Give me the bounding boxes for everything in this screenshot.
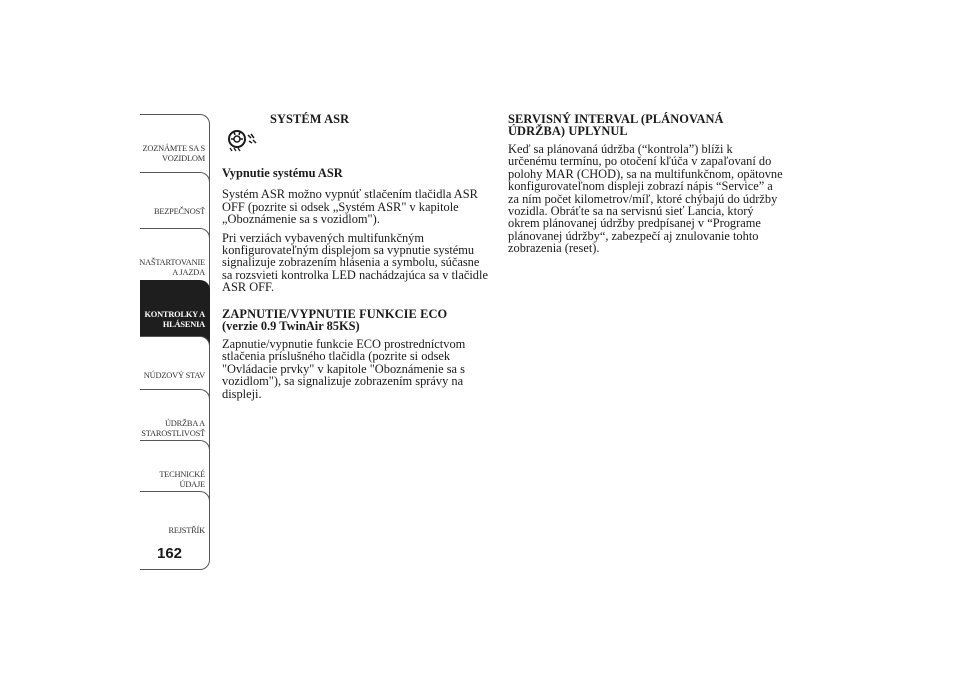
tab-label: KONTROLKY A HLÁSENIA bbox=[144, 309, 205, 329]
tab-label: ÚDRŽBA A STAROSTLIVOSŤ bbox=[141, 418, 205, 438]
asr-paragraph-2: Pri verziách vybavených multifunkčným konfigurovateľným displejom sa vypnutie systému signalizuje zobrazením hlásenia a symbolu, súčasne sa rozsvieti kontrolka LED nachádzajúca sa v tlačidle ASR OFF. bbox=[222, 230, 488, 295]
tab-label: NÚDZOVÝ STAV bbox=[143, 370, 205, 380]
tab-label: ZOZNÁMTE SA S VOZIDLOM bbox=[142, 143, 205, 163]
asr-paragraph-1: Systém ASR možno vypnúť stlačením tlačidla ASR OFF (pozrite si odsek „Systém ASR" v kapitole „Oboznámenie sa s vozidlom"). bbox=[222, 187, 478, 227]
left-column bbox=[222, 113, 492, 400]
tab-label: REJSTŘÍK bbox=[168, 525, 205, 535]
tab-label: BEZPEČNOSŤ bbox=[153, 206, 205, 216]
tab-label: TECHNICKÉ ÚDAJE bbox=[159, 469, 205, 489]
asr-skid-warning-icon bbox=[224, 127, 260, 153]
page-number: 162 bbox=[157, 545, 183, 562]
asr-subheading: Vypnutie systému ASR bbox=[222, 166, 343, 180]
asr-heading: SYSTÉM ASR bbox=[270, 112, 350, 126]
tab-label: NAŠTARTOVANIE A JAZDA bbox=[139, 257, 205, 277]
eco-paragraph: Zapnutie/vypnutie funkcie ECO prostredníctvom stlačenia príslušného tlačidla (pozrite si odsek "Ovládacie prvky" v kapitole "Oboznámenie sa s vozidlom"), sa signalizuje zobrazením správy na displeji. bbox=[222, 337, 466, 401]
service-heading-line-1: SERVISNÝ INTERVAL (PLÁNOVANÁ bbox=[508, 112, 724, 126]
service-heading-line-2: ÚDRŽBA) UPLYNUL bbox=[508, 124, 628, 138]
eco-subheading: (verzie 0.9 TwinAir 85KS) bbox=[222, 318, 360, 333]
right-column bbox=[508, 113, 783, 255]
service-paragraph: Keď sa plánovaná údržba (“kontrola”) blíži k určenému termínu, po otočení kľúča v zapaľovaní do polohy MAR (CHOD), sa na multifunkčnom, opätovne konfigurovateľnom displeji zobrazí nápis “Service” a za ním počet kilometrov/míľ, ktoré chýbajú do údržby vozidla. Obráťte sa na servisnú sieť Lancia, ktorý okrem plánovanej údržby predpísanej v “Programe plánovanej údržby“, zabezpečí aj znulovanie tohto zobrazenia (reset). bbox=[508, 142, 783, 256]
eco-heading: ZAPNUTIE/VYPNUTIE FUNKCIE ECO bbox=[222, 306, 448, 321]
